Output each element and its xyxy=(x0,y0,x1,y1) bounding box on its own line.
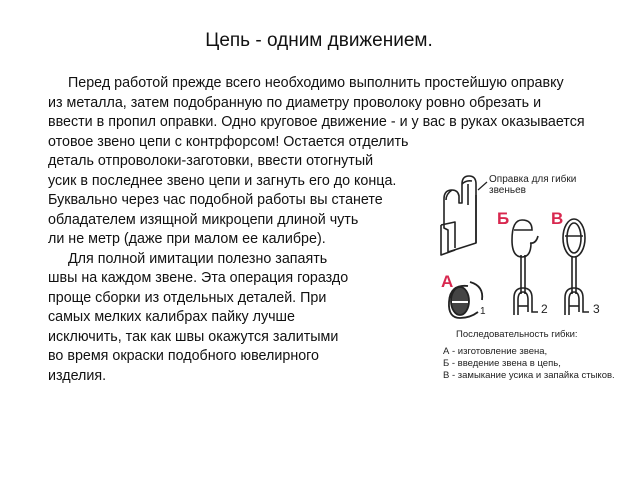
text-line: деталь отпроволоки-заготовки, ввести отогнутый xyxy=(48,153,374,169)
step-letter-b: Б xyxy=(497,209,510,228)
mandrel-drawing xyxy=(441,176,487,255)
legend-list xyxy=(443,346,615,382)
text-line: во время окраски подобного ювелирного xyxy=(48,348,320,364)
legend-item: В - замыкание усика и запайка стыков. xyxy=(443,370,615,381)
text-line: швы на каждом звене. Эта операция гораздо xyxy=(48,270,349,286)
text-line: проще сборки из отдельных деталей. При xyxy=(48,289,327,306)
mandrel-label xyxy=(489,174,576,196)
step-number-2: 2 xyxy=(541,302,548,316)
page-title: Цепь - одним движением. xyxy=(205,30,433,51)
text-line: Буквально через час подобной работы вы станете xyxy=(48,192,383,208)
step-number-3: 3 xyxy=(593,302,600,316)
text-line: усик в последнее звено цепи и загнуть его до конца. xyxy=(48,172,397,189)
step-letter-c: В xyxy=(551,209,564,228)
text-line: самых мелких калибрах пайку лучше xyxy=(48,309,295,325)
legend-item: Б - введение звена в цепь, xyxy=(443,358,561,369)
link-formation-drawing xyxy=(449,282,482,318)
text-line: изделия. xyxy=(48,367,107,384)
mandrel-label-line2: звеньев xyxy=(489,185,526,196)
text-line: ли не метр (даже при малом ее калибре). xyxy=(48,231,326,247)
mandrel-label-line1: Оправка для гибки xyxy=(489,174,577,185)
text-line: отовое звено цепи с контрфорсом! Остается отделить xyxy=(48,133,409,150)
legend-item: А - изготовление звена, xyxy=(443,346,548,357)
text-line: ввести в пропил оправки. Одно круговое движение - и у вас в руках оказывается xyxy=(48,114,585,130)
step-letter-a: А xyxy=(441,272,454,291)
text-line: исключить, так как швы окажутся залитыми xyxy=(48,328,339,345)
legend-title: Последовательность гибки: xyxy=(456,329,578,340)
chain-step-b-drawing xyxy=(512,220,538,315)
text-line: обладателем изящной микроцепи длиной чуть xyxy=(48,211,359,228)
text-line: из металла, затем подобранную по диаметру проволоку ровно обрезать и xyxy=(48,94,542,111)
text-line: Перед работой прежде всего необходимо выполнить простейшую оправку xyxy=(68,75,564,91)
chain-step-c-drawing xyxy=(563,219,589,315)
step-number-1: 1 xyxy=(480,306,486,317)
text-line: Для полной имитации полезно запаять xyxy=(68,250,328,267)
